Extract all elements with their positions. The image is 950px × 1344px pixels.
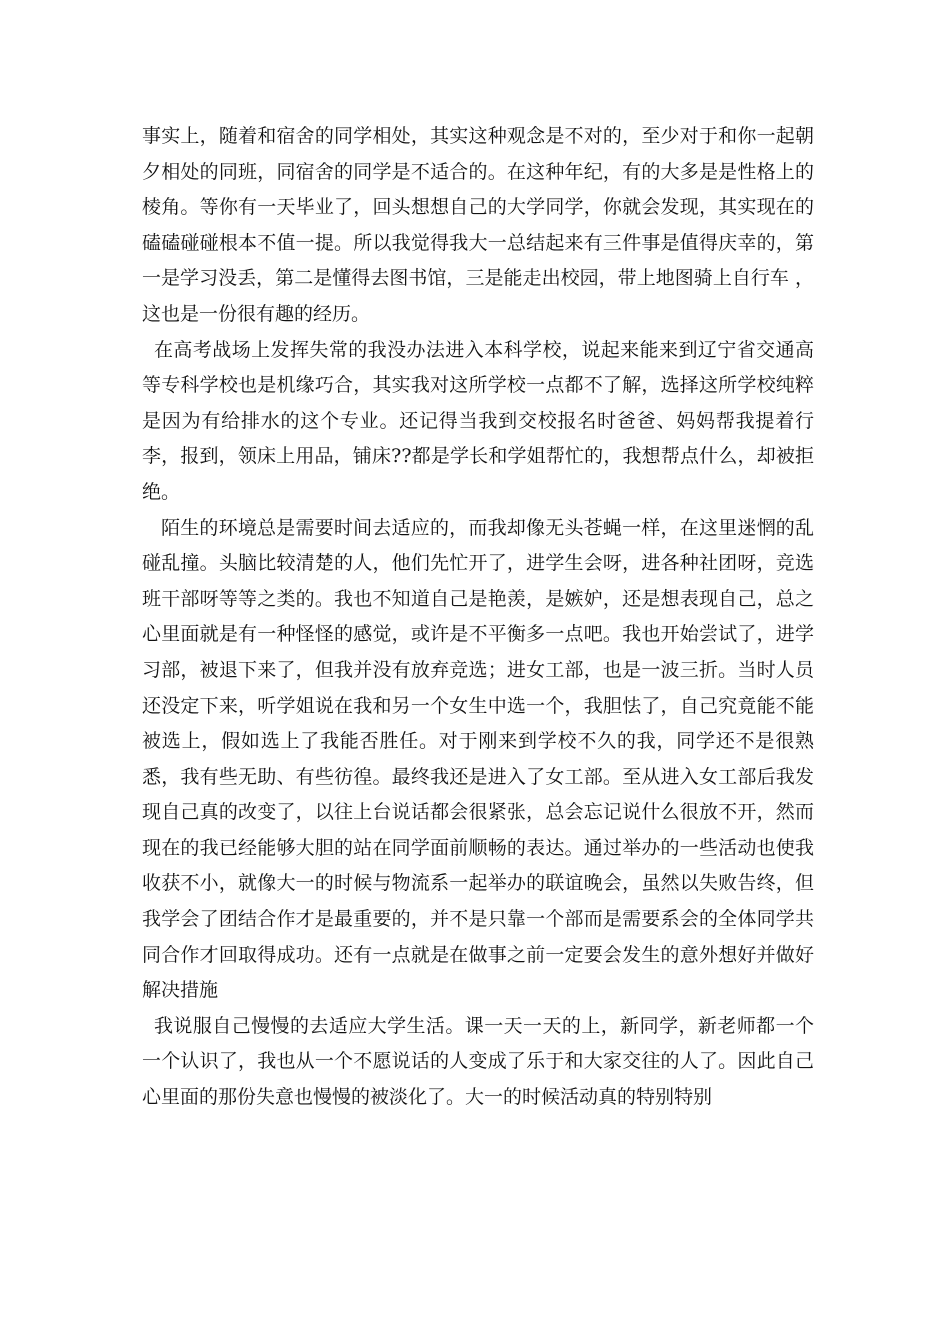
paragraph-3: 陌生的环境总是需要时间去适应的，而我却像无头苍蝇一样，在这里迷惘的乱碰乱撞。头脑比较清楚的人，他们先忙开了，进学生会呀，进各种社团呀，竞选班干部呀等等之类的。我也不知道自己是艳羡，是嫉妒，还是想表现自己，总之心里面就是有一种怪怪的感觉，或许是不平衡多一点吧。我也开始尝试了，进学习部，被退下来了，但我并没有放弃竞选；进女工部，也是一波三折。当时人员还没定下来，听学姐说在我和另一个女生中选一个，我胆怯了，自己究竟能不能被选上，假如选上了我能否胜任。对于刚来到学校不久的我，同学还不是很熟悉，我有些无助、有些彷徨。最终我还是进入了女工部。至从进入女工部后我发现自己真的改变了，以往上台说话都会很紧张，总会忘记说什么很放不开，然而现在的我已经能够大胆的站在同学面前顺畅的表达。通过举办的一些活动也使我收获不小，就像大一的时候与物流系一起举办的联谊晚会，虽然以失败告终，但我学会了团结合作才是最重要的，并不是只靠一个部而是需要系会的全体同学共同合作才回取得成功。还有一点就是在做事之前一定要会发生的意外想好并做好解决措施 — [142, 516, 814, 1002]
paragraph-2: 在高考战场上发挥失常的我没办法进入本科学校，说起来能来到辽宁省交通高等专科学校也是机缘巧合，其实我对这所学校一点都不了解，选择这所学校纯粹是因为有给排水的这个专业。还记得当我到交校报名时爸爸、妈妈帮我提着行李，报到，领床上用品，铺床??都是学长和学姐帮忙的，我想帮点什么，却被拒绝。 — [142, 338, 814, 503]
document-body — [142, 119, 814, 1116]
paragraph-1: 事实上，随着和宿舍的同学相处，其实这种观念是不对的，至少对于和你一起朝夕相处的同班，同宿舍的同学是不适合的。在这种年纪，有的大多是是性格上的棱角。等你有一天毕业了，回头想想自己的大学同学，你就会发现，其实现在的磕磕碰碰根本不值一提。所以我觉得我大一总结起来有三件事是值得庆幸的，第一是学习没丢，第二是懂得去图书馆，三是能走出校园，带上地图骑上自行车 ，这也是一份很有趣的经历。 — [142, 125, 814, 325]
paragraph-4: 我说服自己慢慢的去适应大学生活。课一天一天的上，新同学，新老师都一个一个认识了，我也从一个不愿说话的人变成了乐于和大家交往的人了。因此自己心里面的那份失意也慢慢的被淡化了。大一的时候活动真的特别特别 — [142, 1014, 814, 1109]
